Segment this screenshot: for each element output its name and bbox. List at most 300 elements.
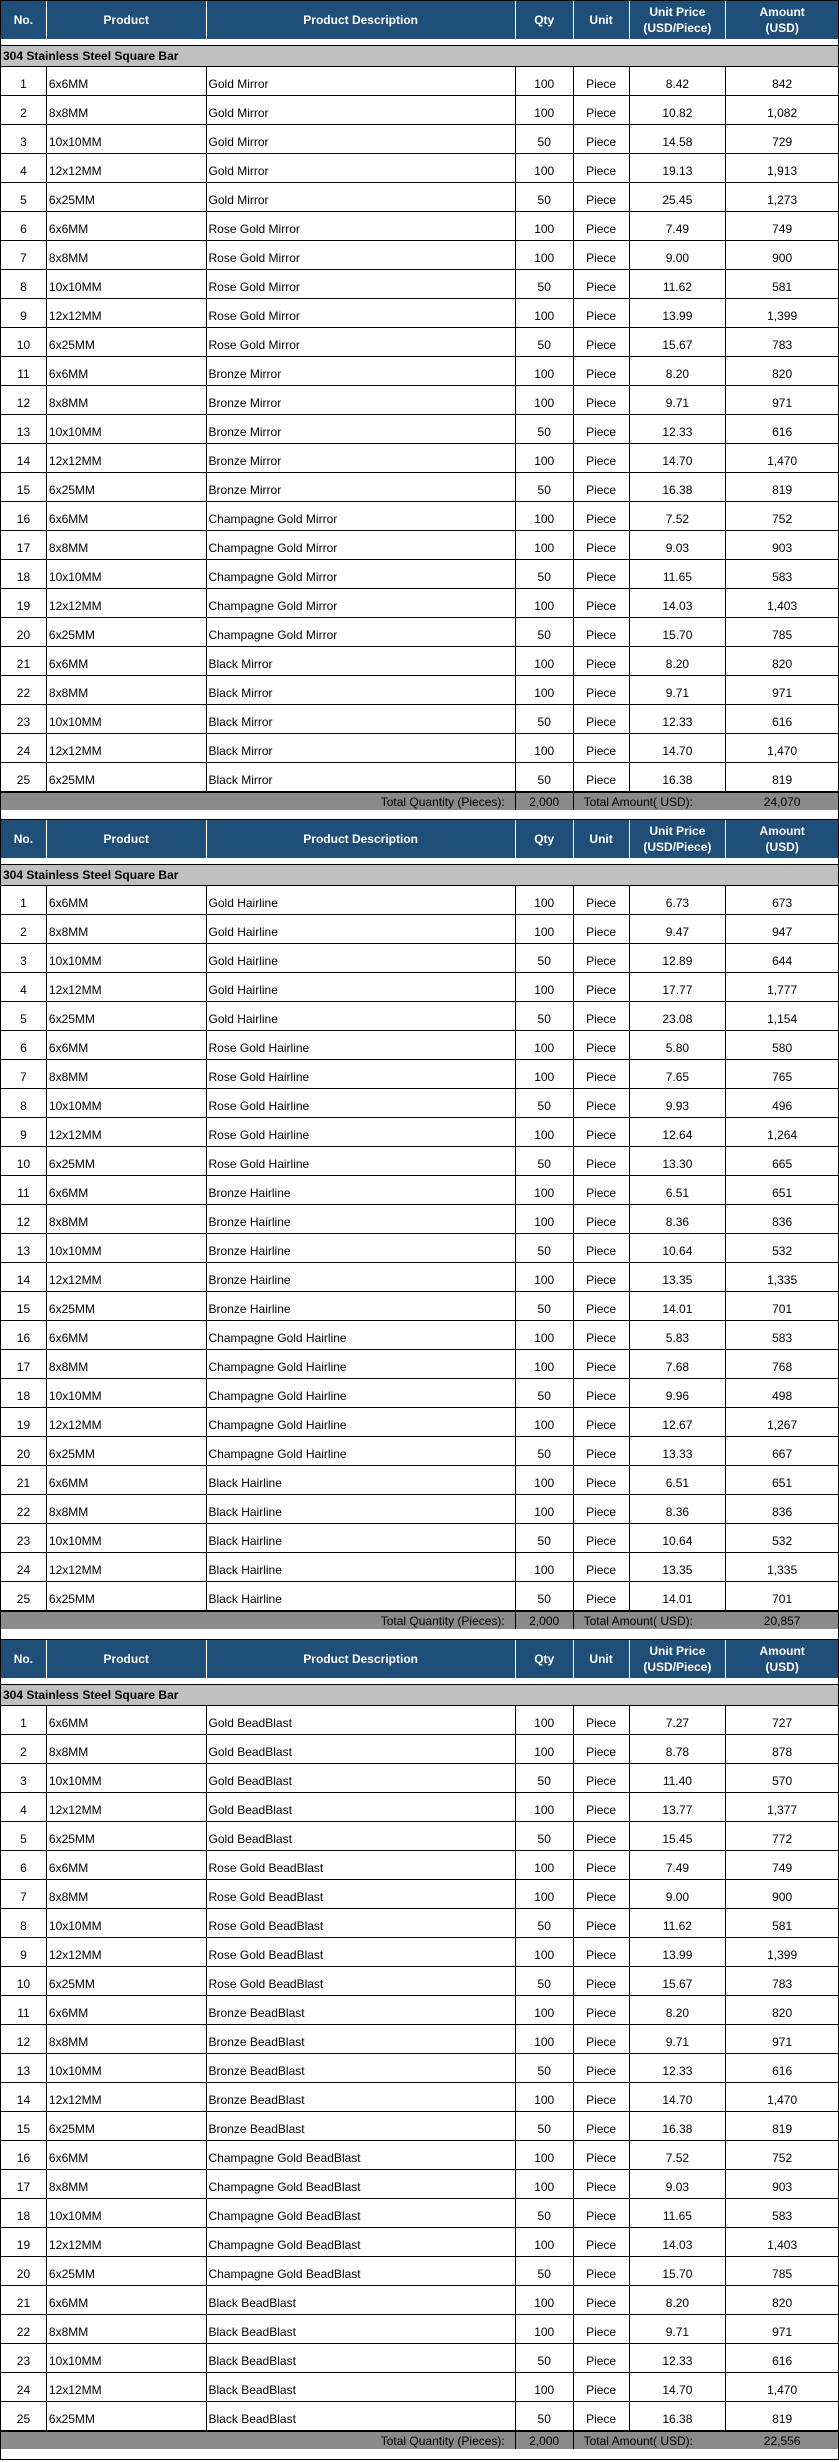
table-row <box>1 1822 838 1851</box>
table-row <box>1 1880 838 1909</box>
row-amount: 651 <box>772 1476 793 1490</box>
row-unit-price: 19.13 <box>630 154 727 182</box>
row-unit-price: 8.20 <box>630 1996 727 2024</box>
row-unit: Piece <box>574 154 630 182</box>
table-row <box>1 734 838 763</box>
row-unit-price: 25.45 <box>630 183 727 211</box>
row-amount: 903 <box>772 2180 793 2194</box>
row-description: Bronze BeadBlast <box>207 2054 516 2082</box>
row-product: 8x8MM <box>47 1350 207 1378</box>
row-amount: 1,913 <box>767 164 798 178</box>
table-row <box>1 1524 838 1553</box>
row-no: 15 <box>1 2112 47 2140</box>
row-no: 18 <box>1 560 47 588</box>
row-qty: 50 <box>516 1909 574 1937</box>
row-unit: Piece <box>574 1234 630 1262</box>
row-unit: Piece <box>574 1031 630 1059</box>
row-qty: 100 <box>516 676 574 704</box>
row-unit: Piece <box>574 1822 630 1850</box>
row-product: 10x10MM <box>47 1524 207 1552</box>
row-unit-price: 16.38 <box>630 473 727 501</box>
row-unit-price: 9.96 <box>630 1379 727 1407</box>
row-amount: 903 <box>772 541 793 555</box>
row-qty: 100 <box>516 734 574 762</box>
row-no: 17 <box>1 531 47 559</box>
row-unit-price: 5.80 <box>630 1031 727 1059</box>
header-description: Product Description <box>207 1640 516 1678</box>
row-qty: 100 <box>516 1735 574 1763</box>
row-description: Champagne Gold BeadBlast <box>207 2257 516 2285</box>
row-product: 6x25MM <box>47 183 207 211</box>
row-amount: 900 <box>772 251 793 265</box>
row-description: Rose Gold Hairline <box>207 1147 516 1175</box>
row-amount: 1,399 <box>767 1948 798 1962</box>
table-row <box>1 473 838 502</box>
row-unit-price: 13.99 <box>630 299 727 327</box>
row-description: Black BeadBlast <box>207 2402 516 2430</box>
row-unit-price: 5.83 <box>630 1321 727 1349</box>
row-no: 24 <box>1 1553 47 1581</box>
row-amount: 819 <box>772 2122 793 2136</box>
row-unit-price: 7.49 <box>630 1851 727 1879</box>
row-qty: 100 <box>516 1263 574 1291</box>
table-row <box>1 1553 838 1582</box>
row-amount: 644 <box>772 954 793 968</box>
row-amount: 1,777 <box>767 983 798 997</box>
price-table-section <box>0 820 839 1640</box>
row-qty: 50 <box>516 1147 574 1175</box>
table-row <box>1 125 838 154</box>
row-unit: Piece <box>574 1060 630 1088</box>
row-unit: Piece <box>574 2402 630 2430</box>
row-description: Champagne Gold Mirror <box>207 531 516 559</box>
row-description: Gold Mirror <box>207 154 516 182</box>
row-unit: Piece <box>574 2112 630 2140</box>
row-amount: 820 <box>772 2006 793 2020</box>
row-unit: Piece <box>574 1263 630 1291</box>
row-qty: 50 <box>516 1764 574 1792</box>
total-amount: 24,070 <box>763 794 801 809</box>
row-amount: 583 <box>772 570 793 584</box>
table-row <box>1 2257 838 2286</box>
row-qty: 100 <box>516 2315 574 2343</box>
row-qty: 50 <box>516 1967 574 1995</box>
table-body <box>1 886 838 1611</box>
row-product: 12x12MM <box>47 444 207 472</box>
row-product: 10x10MM <box>47 560 207 588</box>
row-no: 12 <box>1 386 47 414</box>
row-no: 7 <box>1 241 47 269</box>
table-header <box>1 1 838 39</box>
row-unit-price: 15.67 <box>630 328 727 356</box>
row-description: Bronze BeadBlast <box>207 1996 516 2024</box>
row-unit: Piece <box>574 357 630 385</box>
row-unit: Piece <box>574 212 630 240</box>
table-header <box>1 820 838 858</box>
table-row <box>1 886 838 915</box>
row-amount: 532 <box>772 1244 793 1258</box>
row-amount: 749 <box>772 1861 793 1875</box>
row-no: 3 <box>1 944 47 972</box>
row-no: 17 <box>1 2170 47 2198</box>
row-unit-price: 10.64 <box>630 1524 727 1552</box>
row-no: 15 <box>1 473 47 501</box>
row-unit: Piece <box>574 886 630 914</box>
row-product: 6x25MM <box>47 1002 207 1030</box>
row-qty: 50 <box>516 2257 574 2285</box>
row-description: Gold Hairline <box>207 915 516 943</box>
row-description: Rose Gold BeadBlast <box>207 1909 516 1937</box>
row-qty: 100 <box>516 444 574 472</box>
row-unit-price: 13.99 <box>630 1938 727 1966</box>
row-qty: 100 <box>516 154 574 182</box>
row-qty: 50 <box>516 2199 574 2227</box>
table-row <box>1 944 838 973</box>
row-description: Black Hairline <box>207 1466 516 1494</box>
row-amount: 651 <box>772 1186 793 1200</box>
row-no: 14 <box>1 1263 47 1291</box>
row-unit-price: 15.70 <box>630 618 727 646</box>
row-unit-price: 15.67 <box>630 1967 727 1995</box>
row-qty: 100 <box>516 647 574 675</box>
row-unit: Piece <box>574 1147 630 1175</box>
row-product: 8x8MM <box>47 1495 207 1523</box>
total-amount-label: Total Amount( USD): <box>583 1613 693 1628</box>
table-row <box>1 2054 838 2083</box>
row-description: Black Mirror <box>207 676 516 704</box>
row-description: Black Hairline <box>207 1582 516 1610</box>
row-product: 6x25MM <box>47 1437 207 1465</box>
row-description: Bronze Mirror <box>207 444 516 472</box>
row-no: 2 <box>1 96 47 124</box>
row-product: 12x12MM <box>47 973 207 1001</box>
row-qty: 50 <box>516 270 574 298</box>
row-unit-price: 9.93 <box>630 1089 727 1117</box>
row-no: 16 <box>1 502 47 530</box>
table-row <box>1 1967 838 1996</box>
row-description: Champagne Gold Mirror <box>207 560 516 588</box>
row-amount: 878 <box>772 1745 793 1759</box>
row-qty: 50 <box>516 1582 574 1610</box>
row-qty: 50 <box>516 1089 574 1117</box>
row-qty: 100 <box>516 386 574 414</box>
row-unit-price: 9.47 <box>630 915 727 943</box>
row-description: Black Mirror <box>207 647 516 675</box>
row-no: 17 <box>1 1350 47 1378</box>
row-unit: Piece <box>574 1793 630 1821</box>
row-unit-price: 7.27 <box>630 1706 727 1734</box>
category-title: 304 Stainless Steel Square Bar <box>1 45 838 67</box>
row-no: 22 <box>1 2315 47 2343</box>
row-qty: 50 <box>516 2402 574 2430</box>
row-unit-price: 9.71 <box>630 2025 727 2053</box>
row-no: 9 <box>1 299 47 327</box>
row-unit: Piece <box>574 2170 630 2198</box>
row-description: Champagne Gold BeadBlast <box>207 2199 516 2227</box>
row-unit: Piece <box>574 618 630 646</box>
row-product: 8x8MM <box>47 915 207 943</box>
table-row <box>1 1938 838 1967</box>
row-unit: Piece <box>574 328 630 356</box>
row-unit-price: 17.77 <box>630 973 727 1001</box>
row-no: 18 <box>1 1379 47 1407</box>
row-product: 6x6MM <box>47 1706 207 1734</box>
row-description: Rose Gold BeadBlast <box>207 1851 516 1879</box>
row-no: 9 <box>1 1938 47 1966</box>
row-product: 8x8MM <box>47 386 207 414</box>
row-qty: 100 <box>516 2170 574 2198</box>
row-unit: Piece <box>574 2054 630 2082</box>
row-no: 15 <box>1 1292 47 1320</box>
row-amount: 1,082 <box>767 106 798 120</box>
row-qty: 100 <box>516 1176 574 1204</box>
row-description: Black BeadBlast <box>207 2373 516 2401</box>
row-unit: Piece <box>574 1524 630 1552</box>
row-amount: 673 <box>772 896 793 910</box>
row-qty: 100 <box>516 357 574 385</box>
row-product: 10x10MM <box>47 705 207 733</box>
row-description: Gold BeadBlast <box>207 1706 516 1734</box>
row-unit-price: 15.70 <box>630 2257 727 2285</box>
row-description: Gold Hairline <box>207 1002 516 1030</box>
row-unit: Piece <box>574 1350 630 1378</box>
row-qty: 50 <box>516 1822 574 1850</box>
row-unit-price: 7.52 <box>630 2141 727 2169</box>
row-amount: 1,377 <box>767 1803 798 1817</box>
row-unit-price: 8.78 <box>630 1735 727 1763</box>
row-unit: Piece <box>574 647 630 675</box>
row-unit: Piece <box>574 444 630 472</box>
row-qty: 50 <box>516 328 574 356</box>
table-row <box>1 915 838 944</box>
row-qty: 100 <box>516 1706 574 1734</box>
row-no: 5 <box>1 183 47 211</box>
row-description: Black Mirror <box>207 734 516 762</box>
row-no: 1 <box>1 886 47 914</box>
row-amount: 749 <box>772 222 793 236</box>
row-product: 6x25MM <box>47 618 207 646</box>
row-unit: Piece <box>574 415 630 443</box>
table-row <box>1 415 838 444</box>
table-row <box>1 2286 838 2315</box>
row-unit: Piece <box>574 2344 630 2372</box>
row-no: 11 <box>1 357 47 385</box>
row-amount: 727 <box>772 1716 793 1730</box>
row-description: Gold Hairline <box>207 973 516 1001</box>
row-amount: 1,264 <box>767 1128 798 1142</box>
row-description: Rose Gold BeadBlast <box>207 1967 516 1995</box>
table-header <box>1 1640 838 1678</box>
row-amount: 1,399 <box>767 309 798 323</box>
row-description: Bronze Hairline <box>207 1234 516 1262</box>
row-description: Bronze Mirror <box>207 386 516 414</box>
row-product: 8x8MM <box>47 676 207 704</box>
header-unit: Unit <box>574 1 630 39</box>
table-row <box>1 1466 838 1495</box>
row-unit-price: 12.67 <box>630 1408 727 1436</box>
row-qty: 100 <box>516 299 574 327</box>
row-unit-price: 9.00 <box>630 241 727 269</box>
table-body <box>1 1706 838 2431</box>
row-no: 13 <box>1 2054 47 2082</box>
row-no: 14 <box>1 444 47 472</box>
table-row <box>1 1437 838 1466</box>
row-unit: Piece <box>574 705 630 733</box>
table-row <box>1 1764 838 1793</box>
row-amount: 496 <box>772 1099 793 1113</box>
row-unit-price: 14.03 <box>630 589 727 617</box>
row-qty: 100 <box>516 67 574 95</box>
table-row <box>1 1292 838 1321</box>
table-row <box>1 763 838 792</box>
row-no: 25 <box>1 763 47 791</box>
row-qty: 100 <box>516 212 574 240</box>
header-unit-price: Unit Price (USD/Piece) <box>630 820 727 858</box>
row-qty: 50 <box>516 1292 574 1320</box>
total-qty-label: Total Quantity (Pieces): <box>1 793 516 810</box>
row-no: 2 <box>1 915 47 943</box>
row-amount: 1,154 <box>767 1012 798 1026</box>
row-description: Rose Gold Mirror <box>207 212 516 240</box>
row-amount: 1,470 <box>767 454 798 468</box>
row-product: 10x10MM <box>47 1234 207 1262</box>
row-no: 12 <box>1 2025 47 2053</box>
header-qty: Qty <box>516 820 574 858</box>
total-amount: 22,556 <box>763 2433 801 2448</box>
row-description: Bronze Hairline <box>207 1205 516 1233</box>
row-product: 6x6MM <box>47 502 207 530</box>
row-qty: 100 <box>516 1118 574 1146</box>
row-no: 9 <box>1 1118 47 1146</box>
row-unit: Piece <box>574 96 630 124</box>
row-qty: 50 <box>516 1002 574 1030</box>
row-description: Champagne Gold BeadBlast <box>207 2170 516 2198</box>
table-row <box>1 444 838 473</box>
row-unit-price: 7.52 <box>630 502 727 530</box>
row-qty: 100 <box>516 502 574 530</box>
row-amount: 1,470 <box>767 744 798 758</box>
total-row <box>1 2431 838 2449</box>
row-product: 8x8MM <box>47 1735 207 1763</box>
row-unit: Piece <box>574 560 630 588</box>
row-unit: Piece <box>574 1880 630 1908</box>
row-unit-price: 9.03 <box>630 531 727 559</box>
table-row <box>1 676 838 705</box>
row-qty: 100 <box>516 1996 574 2024</box>
row-qty: 100 <box>516 589 574 617</box>
row-no: 1 <box>1 67 47 95</box>
row-unit: Piece <box>574 2083 630 2111</box>
row-unit-price: 9.71 <box>630 386 727 414</box>
total-row <box>1 792 838 810</box>
row-no: 22 <box>1 1495 47 1523</box>
row-description: Gold BeadBlast <box>207 1793 516 1821</box>
row-unit: Piece <box>574 2315 630 2343</box>
row-no: 14 <box>1 2083 47 2111</box>
table-row <box>1 1706 838 1735</box>
header-product: Product <box>47 1 207 39</box>
row-product: 6x25MM <box>47 473 207 501</box>
row-amount: 1,335 <box>767 1273 798 1287</box>
row-product: 12x12MM <box>47 734 207 762</box>
row-description: Rose Gold Hairline <box>207 1089 516 1117</box>
row-amount: 583 <box>772 1331 793 1345</box>
row-product: 12x12MM <box>47 1793 207 1821</box>
row-no: 16 <box>1 1321 47 1349</box>
table-row <box>1 1735 838 1764</box>
row-unit: Piece <box>574 125 630 153</box>
row-qty: 50 <box>516 473 574 501</box>
row-unit: Piece <box>574 2286 630 2314</box>
row-qty: 50 <box>516 944 574 972</box>
row-qty: 50 <box>516 705 574 733</box>
row-unit-price: 14.70 <box>630 444 727 472</box>
row-no: 22 <box>1 676 47 704</box>
row-description: Champagne Gold Mirror <box>207 589 516 617</box>
row-qty: 50 <box>516 2344 574 2372</box>
row-unit: Piece <box>574 734 630 762</box>
row-unit-price: 14.58 <box>630 125 727 153</box>
table-row <box>1 1089 838 1118</box>
row-no: 8 <box>1 1089 47 1117</box>
table-row <box>1 1495 838 1524</box>
table-row <box>1 2083 838 2112</box>
row-unit-price: 16.38 <box>630 2402 727 2430</box>
header-description: Product Description <box>207 1 516 39</box>
row-amount: 701 <box>772 1592 793 1606</box>
row-amount: 819 <box>772 2412 793 2426</box>
row-product: 8x8MM <box>47 2025 207 2053</box>
row-amount: 900 <box>772 1890 793 1904</box>
row-unit-price: 14.01 <box>630 1582 727 1610</box>
row-amount: 532 <box>772 1534 793 1548</box>
row-qty: 100 <box>516 1793 574 1821</box>
row-description: Black BeadBlast <box>207 2286 516 2314</box>
row-product: 6x6MM <box>47 1466 207 1494</box>
row-product: 12x12MM <box>47 589 207 617</box>
row-no: 1 <box>1 1706 47 1734</box>
row-no: 2 <box>1 1735 47 1763</box>
row-description: Bronze Hairline <box>207 1292 516 1320</box>
row-product: 6x6MM <box>47 1321 207 1349</box>
row-description: Bronze BeadBlast <box>207 2112 516 2140</box>
row-unit-price: 11.40 <box>630 1764 727 1792</box>
row-product: 6x6MM <box>47 67 207 95</box>
row-product: 12x12MM <box>47 1118 207 1146</box>
row-qty: 100 <box>516 1495 574 1523</box>
row-description: Rose Gold Mirror <box>207 270 516 298</box>
row-qty: 100 <box>516 1880 574 1908</box>
total-qty-label: Total Quantity (Pieces): <box>1 2432 516 2449</box>
row-product: 8x8MM <box>47 1205 207 1233</box>
row-amount: 701 <box>772 1302 793 1316</box>
row-unit: Piece <box>574 299 630 327</box>
row-unit: Piece <box>574 1176 630 1204</box>
row-unit: Piece <box>574 2228 630 2256</box>
table-row <box>1 589 838 618</box>
row-description: Gold Mirror <box>207 125 516 153</box>
row-unit: Piece <box>574 676 630 704</box>
table-row <box>1 560 838 589</box>
row-description: Rose Gold Hairline <box>207 1031 516 1059</box>
row-amount: 765 <box>772 1070 793 1084</box>
price-table-section <box>0 0 839 820</box>
row-description: Champagne Gold Hairline <box>207 1408 516 1436</box>
header-no: No. <box>1 1 47 39</box>
table-row <box>1 2141 838 2170</box>
row-product: 6x6MM <box>47 647 207 675</box>
row-no: 4 <box>1 973 47 1001</box>
